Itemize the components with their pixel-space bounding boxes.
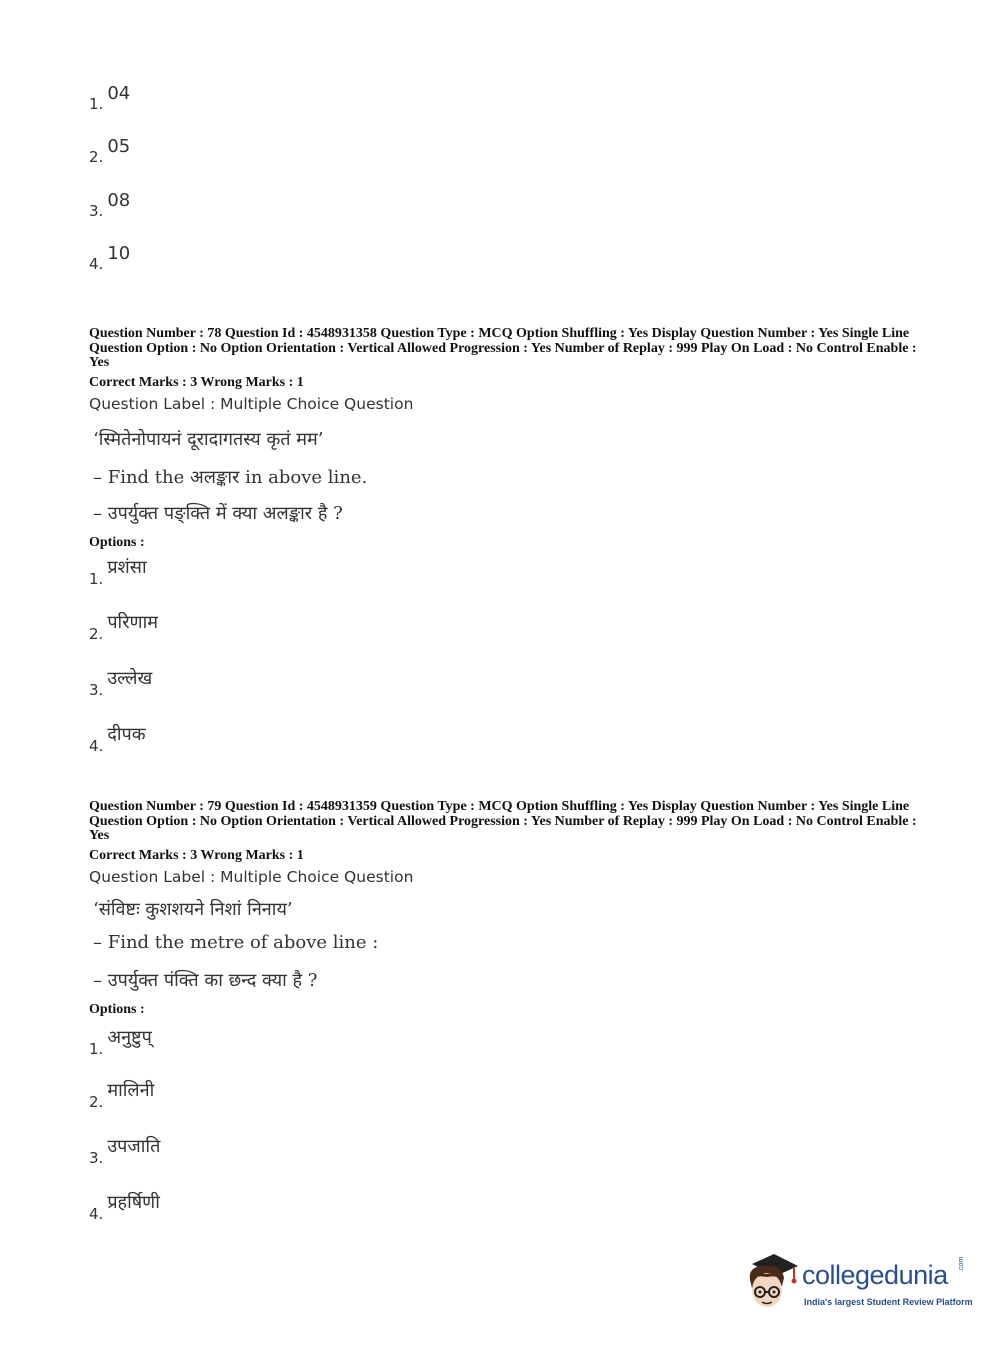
option-value: परिणाम xyxy=(107,612,159,633)
option-number: 3. xyxy=(89,1149,104,1167)
option-value: मालिनी xyxy=(107,1080,155,1101)
option-item xyxy=(89,190,131,220)
logo-suffix: .com xyxy=(958,1256,965,1272)
option-value: अनुष्टुप् xyxy=(107,1027,152,1048)
options-label: Options : xyxy=(89,535,145,550)
option-item xyxy=(89,612,159,643)
question-text-line: – Find the metre of above line : xyxy=(93,932,379,953)
question-marks: Correct Marks : 3 Wrong Marks : 1 xyxy=(89,848,304,863)
question-text-line: – Find the अलङ्कार in above line. xyxy=(93,467,368,488)
option-value: प्रहर्षिणी xyxy=(107,1192,160,1213)
option-item xyxy=(89,1027,152,1058)
option-item xyxy=(89,1136,161,1167)
question-text-line: – उपर्युक्त पंक्ति का छन्द क्या है ? xyxy=(93,970,318,991)
option-number: 1. xyxy=(89,1040,104,1058)
question-text-line: – उपर्युक्त पङ्क्ति में क्या अलङ्कार है ? xyxy=(93,503,343,524)
option-value: प्रशंसा xyxy=(107,557,147,578)
options-label: Options : xyxy=(89,1002,145,1017)
question-label: Question Label : Multiple Choice Question xyxy=(89,395,414,413)
option-number: 1. xyxy=(89,95,104,113)
option-number: 4. xyxy=(89,1205,104,1223)
option-number: 3. xyxy=(89,681,104,699)
option-value: 05 xyxy=(107,136,131,157)
logo-tagline: India's largest Student Review Platform xyxy=(804,1297,973,1307)
option-item xyxy=(89,136,131,166)
option-item xyxy=(89,83,131,113)
option-number: 2. xyxy=(89,625,104,643)
option-value: उल्लेख xyxy=(107,668,153,689)
option-value: 08 xyxy=(107,190,131,211)
question-text-line: ‘स्मितेनोपायनं दूरादागतस्य कृतं मम’ xyxy=(93,429,324,450)
question-marks: Correct Marks : 3 Wrong Marks : 1 xyxy=(89,375,304,390)
option-value: दीपक xyxy=(107,724,146,745)
option-value: उपजाति xyxy=(107,1136,161,1157)
option-value: 04 xyxy=(107,83,131,104)
option-item xyxy=(89,668,153,699)
option-item xyxy=(89,557,147,588)
option-number: 4. xyxy=(89,255,104,273)
option-item xyxy=(89,243,131,273)
question-text-line: ‘संविष्टः कुशशयने निशां निनाय’ xyxy=(93,899,293,920)
option-number: 4. xyxy=(89,737,104,755)
option-item xyxy=(89,1192,160,1223)
question-label: Question Label : Multiple Choice Question xyxy=(89,868,414,886)
option-item xyxy=(89,724,146,755)
option-number: 2. xyxy=(89,148,104,166)
option-item xyxy=(89,1080,155,1111)
collegedunia-logo[interactable] xyxy=(742,1250,972,1320)
logo-wordmark: collegedunia xyxy=(802,1260,948,1290)
option-number: 2. xyxy=(89,1093,104,1111)
question-meta: Question Number : 79 Question Id : 4548931359 Question Type : MCQ Option Shuffling : Yes Display Question Number : Yes Single Line Question Option : No Option Orientation : Vertical Allowed Progression : Yes Number of Replay : 999 Play On Load : No Control Enable : Yes xyxy=(89,799,917,843)
question-meta: Question Number : 78 Question Id : 4548931358 Question Type : MCQ Option Shuffling : Yes Display Question Number : Yes Single Line Question Option : No Option Orientation : Vertical Allowed Progression : Yes Number of Replay : 999 Play On Load : No Control Enable : Yes xyxy=(89,326,917,370)
option-value: 10 xyxy=(107,243,131,264)
mascot-icon xyxy=(742,1250,802,1314)
option-number: 1. xyxy=(89,570,104,588)
option-number: 3. xyxy=(89,202,104,220)
